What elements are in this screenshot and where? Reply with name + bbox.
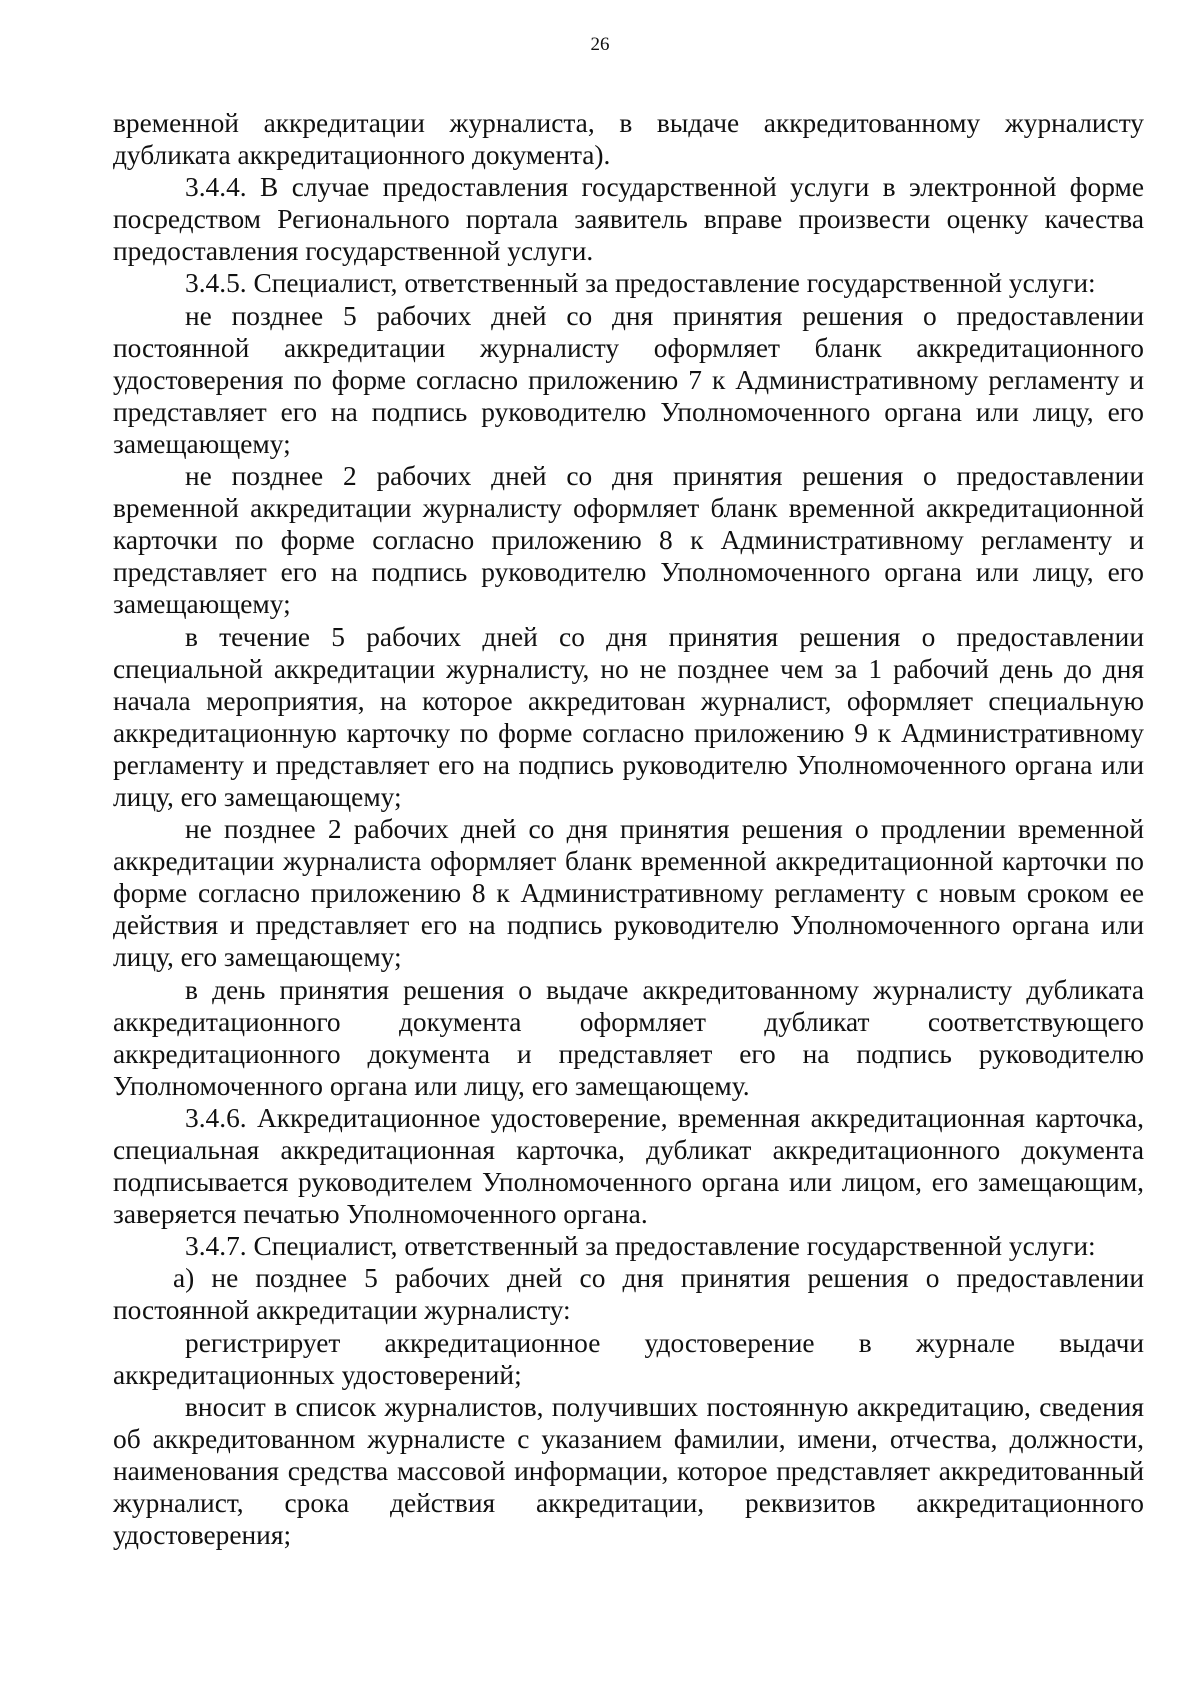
- paragraph-3-4-5: 3.4.5. Специалист, ответственный за предоставление государственной услуги:: [185, 268, 1096, 299]
- paragraph-special-accreditation-form: в течение 5 рабочих дней со дня принятия решения о предоставлении специальной аккредитации журналисту, но не позднее чем за 1 рабочий день до дня начала мероприятия, на которое аккредитован журналист, оформляет специальную аккредитационную карточку по форме согласно приложению 9 к Административному регламенту и представляет его на подпись руководителю Уполномоченного органа или лицу, его замещающему;: [113, 621, 1144, 812]
- paragraph-register-certificate: регистрирует аккредитационное удостоверение в журнале выдачи аккредитационных удостоверений;: [113, 1327, 1144, 1390]
- paragraph-item-a: а) не позднее 5 рабочих дней со дня принятия решения о предоставлении постоянной аккредитации журналисту:: [113, 1263, 1144, 1326]
- paragraph-continuation: временной аккредитации журналиста, в выдаче аккредитованному журналисту дубликата аккредитационного документа).: [113, 108, 1144, 171]
- paragraph-duplicate-form: в день принятия решения о выдаче аккредитованному журналисту дубликата аккредитационного документа оформляет дубликат соответствующего аккредитационного документа и представляет его на подпись руководителю Уполномоченного органа или лицу, его замещающему.: [113, 974, 1144, 1101]
- paragraph-add-to-list: вносит в список журналистов, получивших постоянную аккредитацию, сведения об аккредитованном журналисте с указанием фамилии, имени, отчества, должности, наименования средства массовой информации, которое представляет аккредитованный журналист, срока действия аккредитации, реквизитов аккредитационного удостоверения;: [113, 1391, 1144, 1551]
- document-body: [113, 107, 1144, 1551]
- paragraph-extension-form: не позднее 2 рабочих дней со дня принятия решения о продлении временной аккредитации журналиста оформляет бланк временной аккредитационной карточки по форме согласно приложению 8 к Административному регламенту с новым сроком ее действия и представляет его на подпись руководителю Уполномоченного органа или лицу, его замещающему;: [113, 814, 1144, 973]
- paragraph-temporary-accreditation-form: не позднее 2 рабочих дней со дня принятия решения о предоставлении временной аккредитации журналисту оформляет бланк временной аккредитационной карточки по форме согласно приложению 8 к Административному регламенту и представляет его на подпись руководителю Уполномоченного органа или лицу, его замещающему;: [113, 461, 1144, 620]
- paragraph-3-4-4: 3.4.4. В случае предоставления государственной услуги в электронной форме посредством Регионального портала заявитель вправе произвести оценку качества предоставления государственной услуги.: [113, 172, 1144, 267]
- paragraph-3-4-6: 3.4.6. Аккредитационное удостоверение, временная аккредитационная карточка, специальная аккредитационная карточка, дубликат аккредитационного документа подписывается руководителем Уполномоченного органа или лицом, его замещающим, заверяется печатью Уполномоченного органа.: [113, 1102, 1144, 1230]
- paragraph-permanent-accreditation-form: не позднее 5 рабочих дней со дня принятия решения о предоставлении постоянной аккредитации журналисту оформляет бланк аккредитационного удостоверения по форме согласно приложению 7 к Административному регламенту и представляет его на подпись руководителю Уполномоченного органа или лицу, его замещающему;: [113, 300, 1144, 459]
- page-number: 26: [590, 34, 610, 55]
- paragraph-3-4-7: 3.4.7. Специалист, ответственный за предоставление государственной услуги:: [185, 1231, 1096, 1262]
